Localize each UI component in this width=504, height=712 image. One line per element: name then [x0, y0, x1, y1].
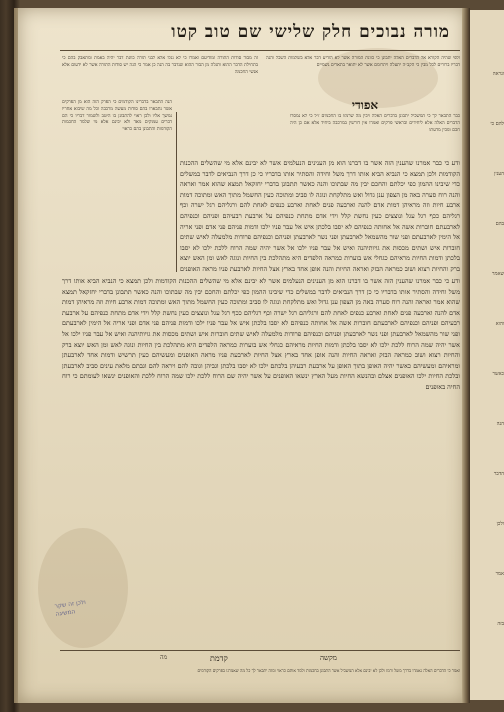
main-text-upper — [180, 158, 460, 272]
main-text: ודע כי כבר אמרנו שהענין הזה אשר בו דברנו הוא מן הענינים הנעלמים אשר לא יבינם אלא מי שהשלים ההכנות הקודמות ולכן תמצא כי הנביא הביא אותו דרך משל וחידה והסתיר אותו בדבריו כי כן דרך הנביאים לדבר במשלים כדי שיבינו ההמון כפי יכלתם והחכם יבין מה שבתוכו והנה כאשר תתבונן בדברי יחזקאל תמצא שהוא אמר ואראה והנה רוח סערה באה מן הצפון ענן גדול ואש מתלקחת ונוגה לו סביב ומתוכה כעין החשמל מתוך האש ומתוכה דמות ארבע חיות וזה מראיהן דמות אדם להנה וארבעה פנים לאחת וארבע כנפים לאחת להם ורגליהם רגל ישרה וכף רגליהם ככף רגל עגל ונוצצים כעין נחשת קלל וידי אדם מתחת כנפיהם על ארבעת רבעיהם ופניהם וכנפיהם לארבעתם חוברות אשה אל אחותה כנפיהם לא יסבו בלכתן איש אל עבר פניו ילכו ודמות פניהם פני אדם ופני אריה אל הימין לארבעתם ופני שור מהשמאל לארבעתן ופני נשר לארבעתן ופניהם וכנפיהם פרודות מלמעלה לאיש שתים חוברות איש ושתים מכסות את גויותיהנה ואיש אל עבר פניו ילכו אל אשר יהיה שמה הרוח ללכת ילכו לא יסבו בלכתן ודמות החיות מראיהם כגחלי אש בוערות כמראה הלפדים היא מתהלכת בין החיות ונוגה לאש ומן האש יוצא ברק והחיות רצוא ושוב כמראה הבזק ואראה החיות והנה אופן אחד בארץ אצל החיות לארבעת פניו מראה האופנים ומעשיהם כעין תרשיש ודמות אחד לארבעתן ומראיהם ומעשיהם כאשר יהיה האופן בתוך האופן על ארבעת רבעיהן בלכתם ילכו לא יסבו בלכתן וגביהן וגובה להם ויראה להם וגבתם מלאת עינים סביב לארבעתן ובלכת החיות ילכו האופנים אצלם ובהנשא החיות מעל הארץ ינשאו האופנים על אשר יהיה שם הרוח ללכת ילכו שמה הרוח ללכת והאופנים ינשאו לעומתם כי רוח החיה באופנים — [62, 277, 460, 391]
section-heading: אפודי — [351, 98, 379, 112]
facing-page — [470, 10, 504, 700]
column-divider — [176, 112, 177, 272]
bottom-notes: ואמר כי הדברים האלה נאמרו בדרך משל ורמז ולכן לא יבינם אלא המשכיל אשר התבונן בחכמות ולמד אותם כראוי ומזה יתבאר לך כל מה שאמרנו בפרקים הקודמים — [197, 668, 460, 673]
main-text-body — [62, 276, 460, 648]
facing-page-line: להם כי — [490, 121, 504, 127]
left-column — [62, 100, 172, 270]
commentary-text: זה מבוד סודות התורה ומודיעם ואמרו כי לא נגלו אלא לבני תורה כוונת דבר יהיה באמת ומתאבק בהם כי בתחילת הדבר ההוא ותגלה מן הבור ההוא שנדבר בה הנה כן אמר כי הנה יש סודות התורה אשר לא ידעום אלא אנשי החכמה — [62, 56, 258, 75]
facing-page-line: בהם — [495, 221, 504, 227]
facing-page-line: אמר — [495, 571, 504, 577]
facing-page-line: הדבר — [493, 471, 504, 477]
top-commentary-right — [266, 56, 460, 96]
footer-word: קדמת — [210, 654, 228, 663]
facing-page-line: כאשר — [492, 371, 504, 377]
commentary-text: ולפי שהיה הקורא אל הדברים האלה יתבונן כי כוונת המורה אשר לא הודיע דבר אלא בשלמות השכל והנה דבריו ברורים לכל מבין כי הקב״ה יתעלה ויתרומם אשר לא יתואר בתארים גשמיים — [266, 56, 460, 68]
signature-mark: מה — [160, 654, 168, 661]
facing-page-line: הנה — [496, 421, 504, 427]
book-gutter — [462, 8, 470, 703]
right-column — [290, 114, 460, 154]
main-text: ודע כי כבר אמרנו שהענין הזה אשר בו דברנו הוא מן הענינים הנעלמים אשר לא יבינם אלא מי שהשלים ההכנות הקודמות ולכן תמצא כי הנביא הביא אותו דרך משל וחידה והסתיר אותו בדבריו כי כן דרך הנביאים לדבר במשלים כדי שיבינו ההמון כפי יכלתם והחכם יבין מה שבתוכו והנה כאשר תתבונן בדברי יחזקאל תמצא שהוא אמר ואראה והנה רוח סערה באה מן הצפון ענן גדול ואש מתלקחת ונוגה לו סביב ומתוכה כעין החשמל מתוך האש ומתוכה דמות ארבע חיות וזה מראיהן דמות אדם להנה וארבעה פנים לאחת וארבע כנפים לאחת להם ורגליהם רגל ישרה וכף רגליהם ככף רגל עגל ונוצצים כעין נחשת קלל וידי אדם מתחת כנפיהם על ארבעת רבעיהם ופניהם וכנפיהם לארבעתם חוברות אשה אל אחותה כנפיהם לא יסבו בלכתן איש אל עבר פניו ילכו ודמות פניהם פני אדם ופני אריה אל הימין לארבעתם ופני שור מהשמאל לארבעתן ופני נשר לארבעתן ופניהם וכנפיהם פרודות מלמעלה לאיש שתים חוברות איש ושתים מכסות את גויותיהנה ואיש אל עבר פניו ילכו אל אשר יהיה שמה הרוח ללכת ילכו לא יסבו בלכתן ודמות החיות מראיהם כגחלי אש בוערות כמראה הלפדים היא מתהלכת בין החיות ונוגה לאש ומן האש יוצא ברק והחיות רצוא ושוב כמראה הבזק ואראה החיות והנה אופן אחד בארץ אצל החיות לארבעת פניו מראה האופנים — [180, 159, 460, 272]
facing-page-line: בזה — [497, 621, 504, 627]
column-text: כבר התבאר לך כי המשכיל יתבונן בדברים האלה ויבין מה שרמזו בו החכמים ז״ל כי לא נמסרו הדברים האלה אלא ליחידים ובראשי פרקים ואמרו אין דורשין במרכבה ביחיד אלא אם כן היה חכם ומבין מדעתו — [290, 114, 460, 133]
facing-page-line: ונראה — [492, 71, 504, 77]
catchword: מקשה — [320, 654, 337, 662]
handwritten-margin-note: ולכן זה שקר המשיגה — [54, 598, 87, 618]
top-commentary-left — [62, 56, 258, 96]
facing-page-line: הענין — [494, 171, 504, 177]
header-rule — [60, 50, 460, 51]
column-text: הנה התבאר בדברינו הקודמים כי הפרק הזה הוא מן הפרקים אשר נתבארו בהם סודות מעשה מרכבה וכל מה שיבוא אחריו נמשך אליו ולכן ראוי להתבונן בו היטב ולשמור דבריו כי הם דברים עמוקים מאד ולא יבינם אלא מי שלמד החכמות הקודמות והתבונן בהם כראוי — [62, 100, 172, 133]
facing-page-line: שאמר — [492, 271, 504, 277]
running-head: מורה נבוכים חלק שלישי שם טוב קטו — [171, 22, 450, 42]
facing-page-line: ולכן — [496, 521, 504, 527]
footer-rule — [60, 650, 460, 651]
facing-page-line: והוא — [495, 321, 504, 327]
